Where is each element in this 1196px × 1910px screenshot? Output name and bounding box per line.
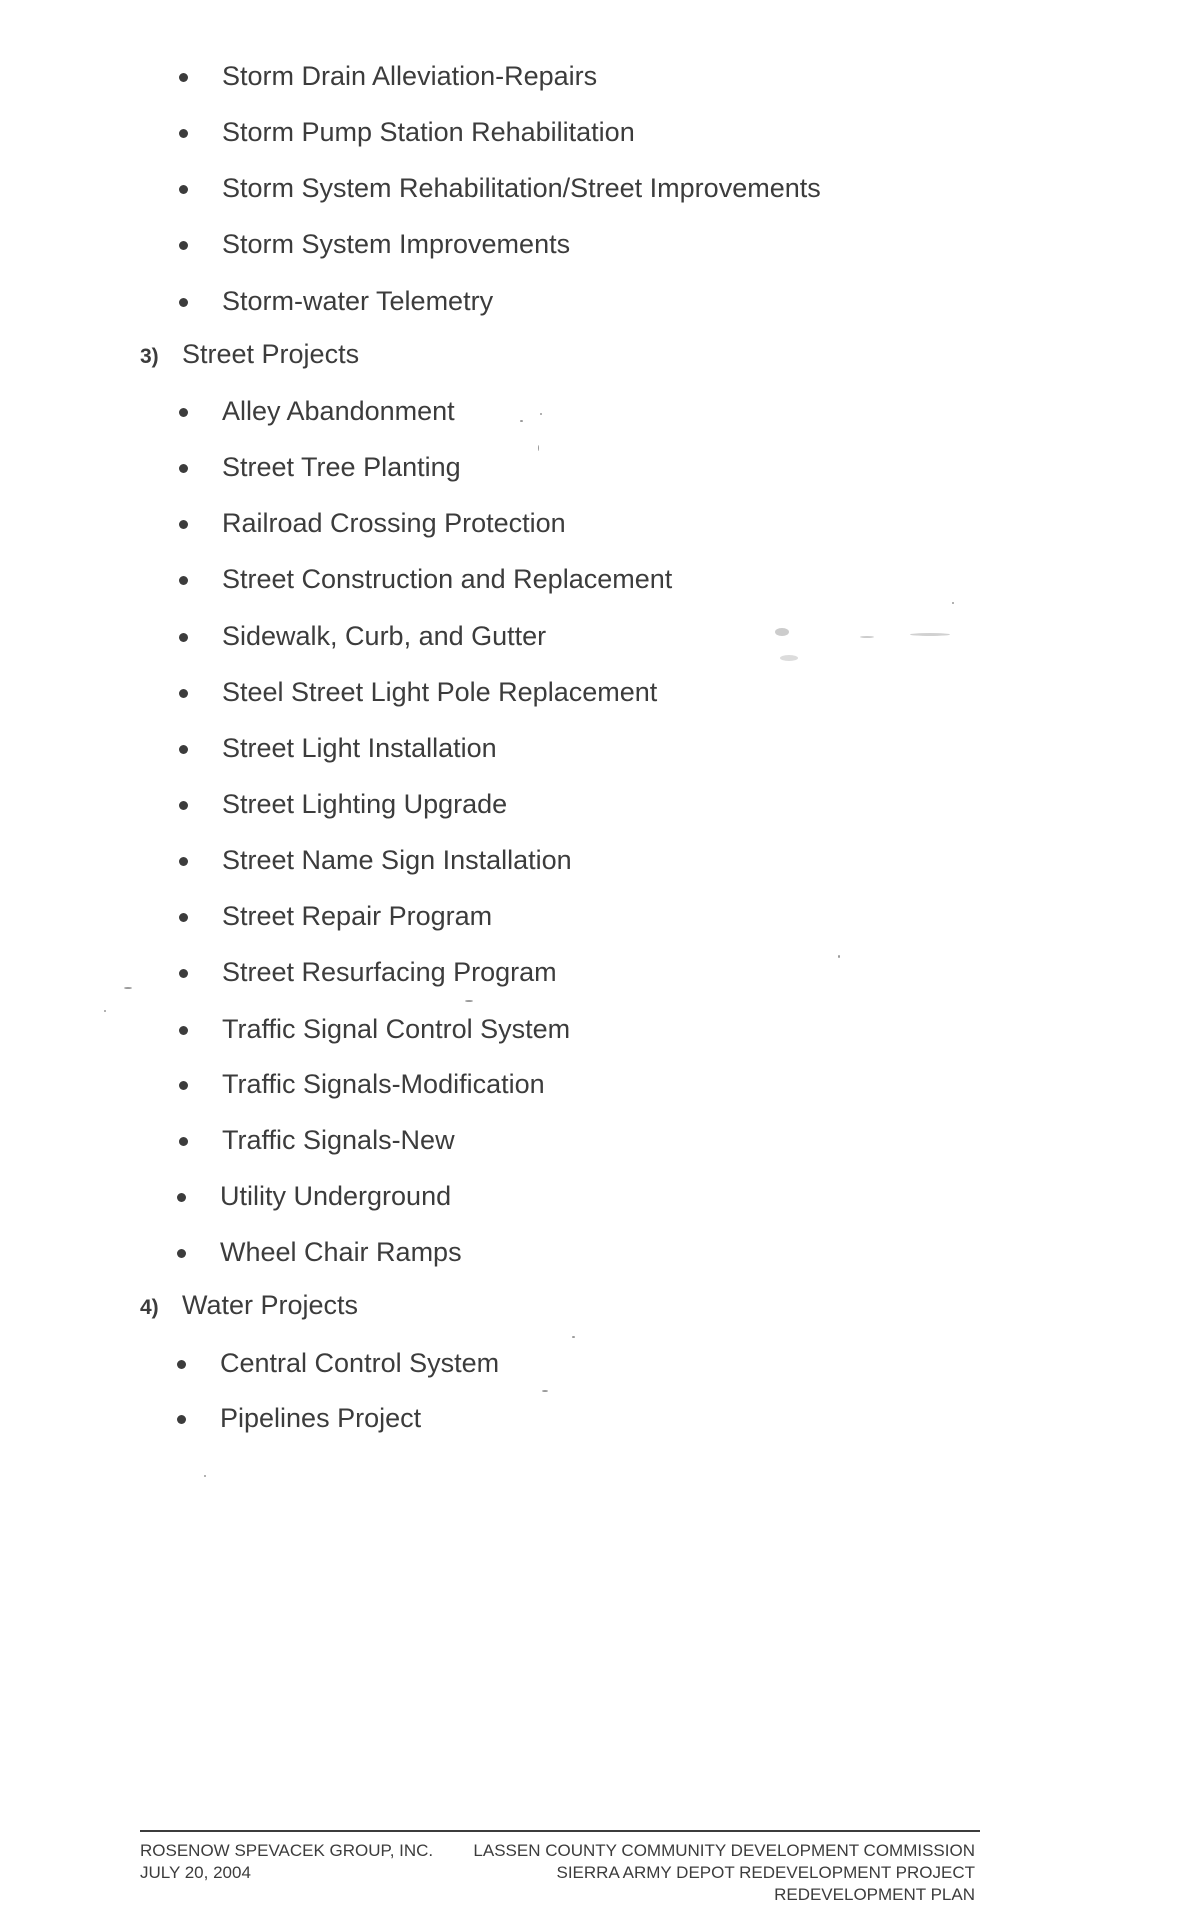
section-title: Street Projects	[182, 339, 360, 369]
list-item: Alley Abandonment	[222, 395, 455, 427]
bullet-icon	[179, 520, 188, 529]
scan-speck	[572, 1336, 575, 1338]
bullet-icon	[179, 576, 188, 585]
section-number: 4)	[140, 1296, 159, 1319]
scan-speck	[910, 633, 950, 636]
scan-speck	[465, 1000, 473, 1002]
footer-project: SIERRA ARMY DEPOT REDEVELOPMENT PROJECT	[556, 1863, 975, 1882]
footer-left	[140, 1840, 433, 1884]
bullet-icon	[179, 129, 188, 138]
scan-speck	[860, 636, 874, 638]
scan-speck	[838, 955, 840, 958]
scan-speck	[952, 602, 954, 604]
bullet-icon	[179, 408, 188, 417]
scan-speck	[780, 655, 798, 661]
scan-speck	[775, 628, 789, 636]
section-heading-water-projects	[140, 1289, 358, 1324]
scan-speck	[124, 987, 132, 989]
bullet-icon	[179, 1137, 188, 1146]
bullet-icon	[179, 689, 188, 698]
scan-speck	[542, 1390, 548, 1392]
bullet-icon	[179, 73, 188, 82]
bullet-icon	[179, 1081, 188, 1090]
footer-right	[473, 1840, 975, 1906]
list-item: Sidewalk, Curb, and Gutter	[222, 620, 546, 652]
bullet-icon	[179, 185, 188, 194]
footer-date: JULY 20, 2004	[140, 1863, 251, 1882]
footer-company: ROSENOW SPEVACEK GROUP, INC.	[140, 1841, 434, 1860]
bullet-icon	[179, 801, 188, 810]
list-item: Utility Underground	[220, 1180, 451, 1212]
scan-speck	[540, 413, 542, 415]
list-item: Storm System Rehabilitation/Street Improvements	[222, 172, 821, 204]
list-item: Central Control System	[220, 1347, 499, 1379]
section-heading-street-projects	[140, 338, 359, 373]
scan-speck	[520, 420, 523, 422]
list-item: Storm System Improvements	[222, 228, 570, 260]
footer-plan: REDEVELOPMENT PLAN	[774, 1885, 975, 1904]
bullet-icon	[179, 241, 188, 250]
bullet-icon	[179, 1026, 188, 1035]
footer-commission: LASSEN COUNTY COMMUNITY DEVELOPMENT COMMISSION	[473, 1841, 975, 1860]
footer-divider	[140, 1830, 980, 1832]
list-item: Street Light Installation	[222, 732, 497, 764]
list-item: Street Repair Program	[222, 900, 492, 932]
list-item: Storm Drain Alleviation-Repairs	[222, 60, 597, 92]
bullet-icon	[179, 857, 188, 866]
bullet-icon	[177, 1249, 186, 1258]
bullet-icon	[177, 1360, 186, 1369]
list-item: Railroad Crossing Protection	[222, 507, 566, 539]
list-item: Street Resurfacing Program	[222, 956, 557, 988]
list-item: Traffic Signals-Modification	[222, 1068, 545, 1100]
list-item: Traffic Signal Control System	[222, 1013, 570, 1045]
bullet-icon	[179, 633, 188, 642]
bullet-icon	[179, 969, 188, 978]
section-title: Water Projects	[182, 1290, 359, 1320]
list-item: Traffic Signals-New	[222, 1124, 455, 1156]
scan-speck	[204, 1475, 206, 1477]
list-item: Storm-water Telemetry	[222, 285, 493, 317]
bullet-icon	[179, 745, 188, 754]
list-item: Street Tree Planting	[222, 451, 461, 483]
scan-speck	[538, 445, 539, 451]
bullet-icon	[179, 298, 188, 307]
list-item: Wheel Chair Ramps	[220, 1236, 462, 1268]
bullet-icon	[179, 913, 188, 922]
list-item: Street Name Sign Installation	[222, 844, 572, 876]
section-number: 3)	[140, 345, 159, 368]
bullet-icon	[179, 464, 188, 473]
list-item: Storm Pump Station Rehabilitation	[222, 116, 635, 148]
list-item: Street Construction and Replacement	[222, 563, 672, 595]
scan-speck	[104, 1010, 106, 1012]
list-item: Steel Street Light Pole Replacement	[222, 676, 657, 708]
bullet-icon	[177, 1415, 186, 1424]
list-item: Pipelines Project	[220, 1402, 421, 1434]
list-item: Street Lighting Upgrade	[222, 788, 507, 820]
bullet-icon	[177, 1193, 186, 1202]
